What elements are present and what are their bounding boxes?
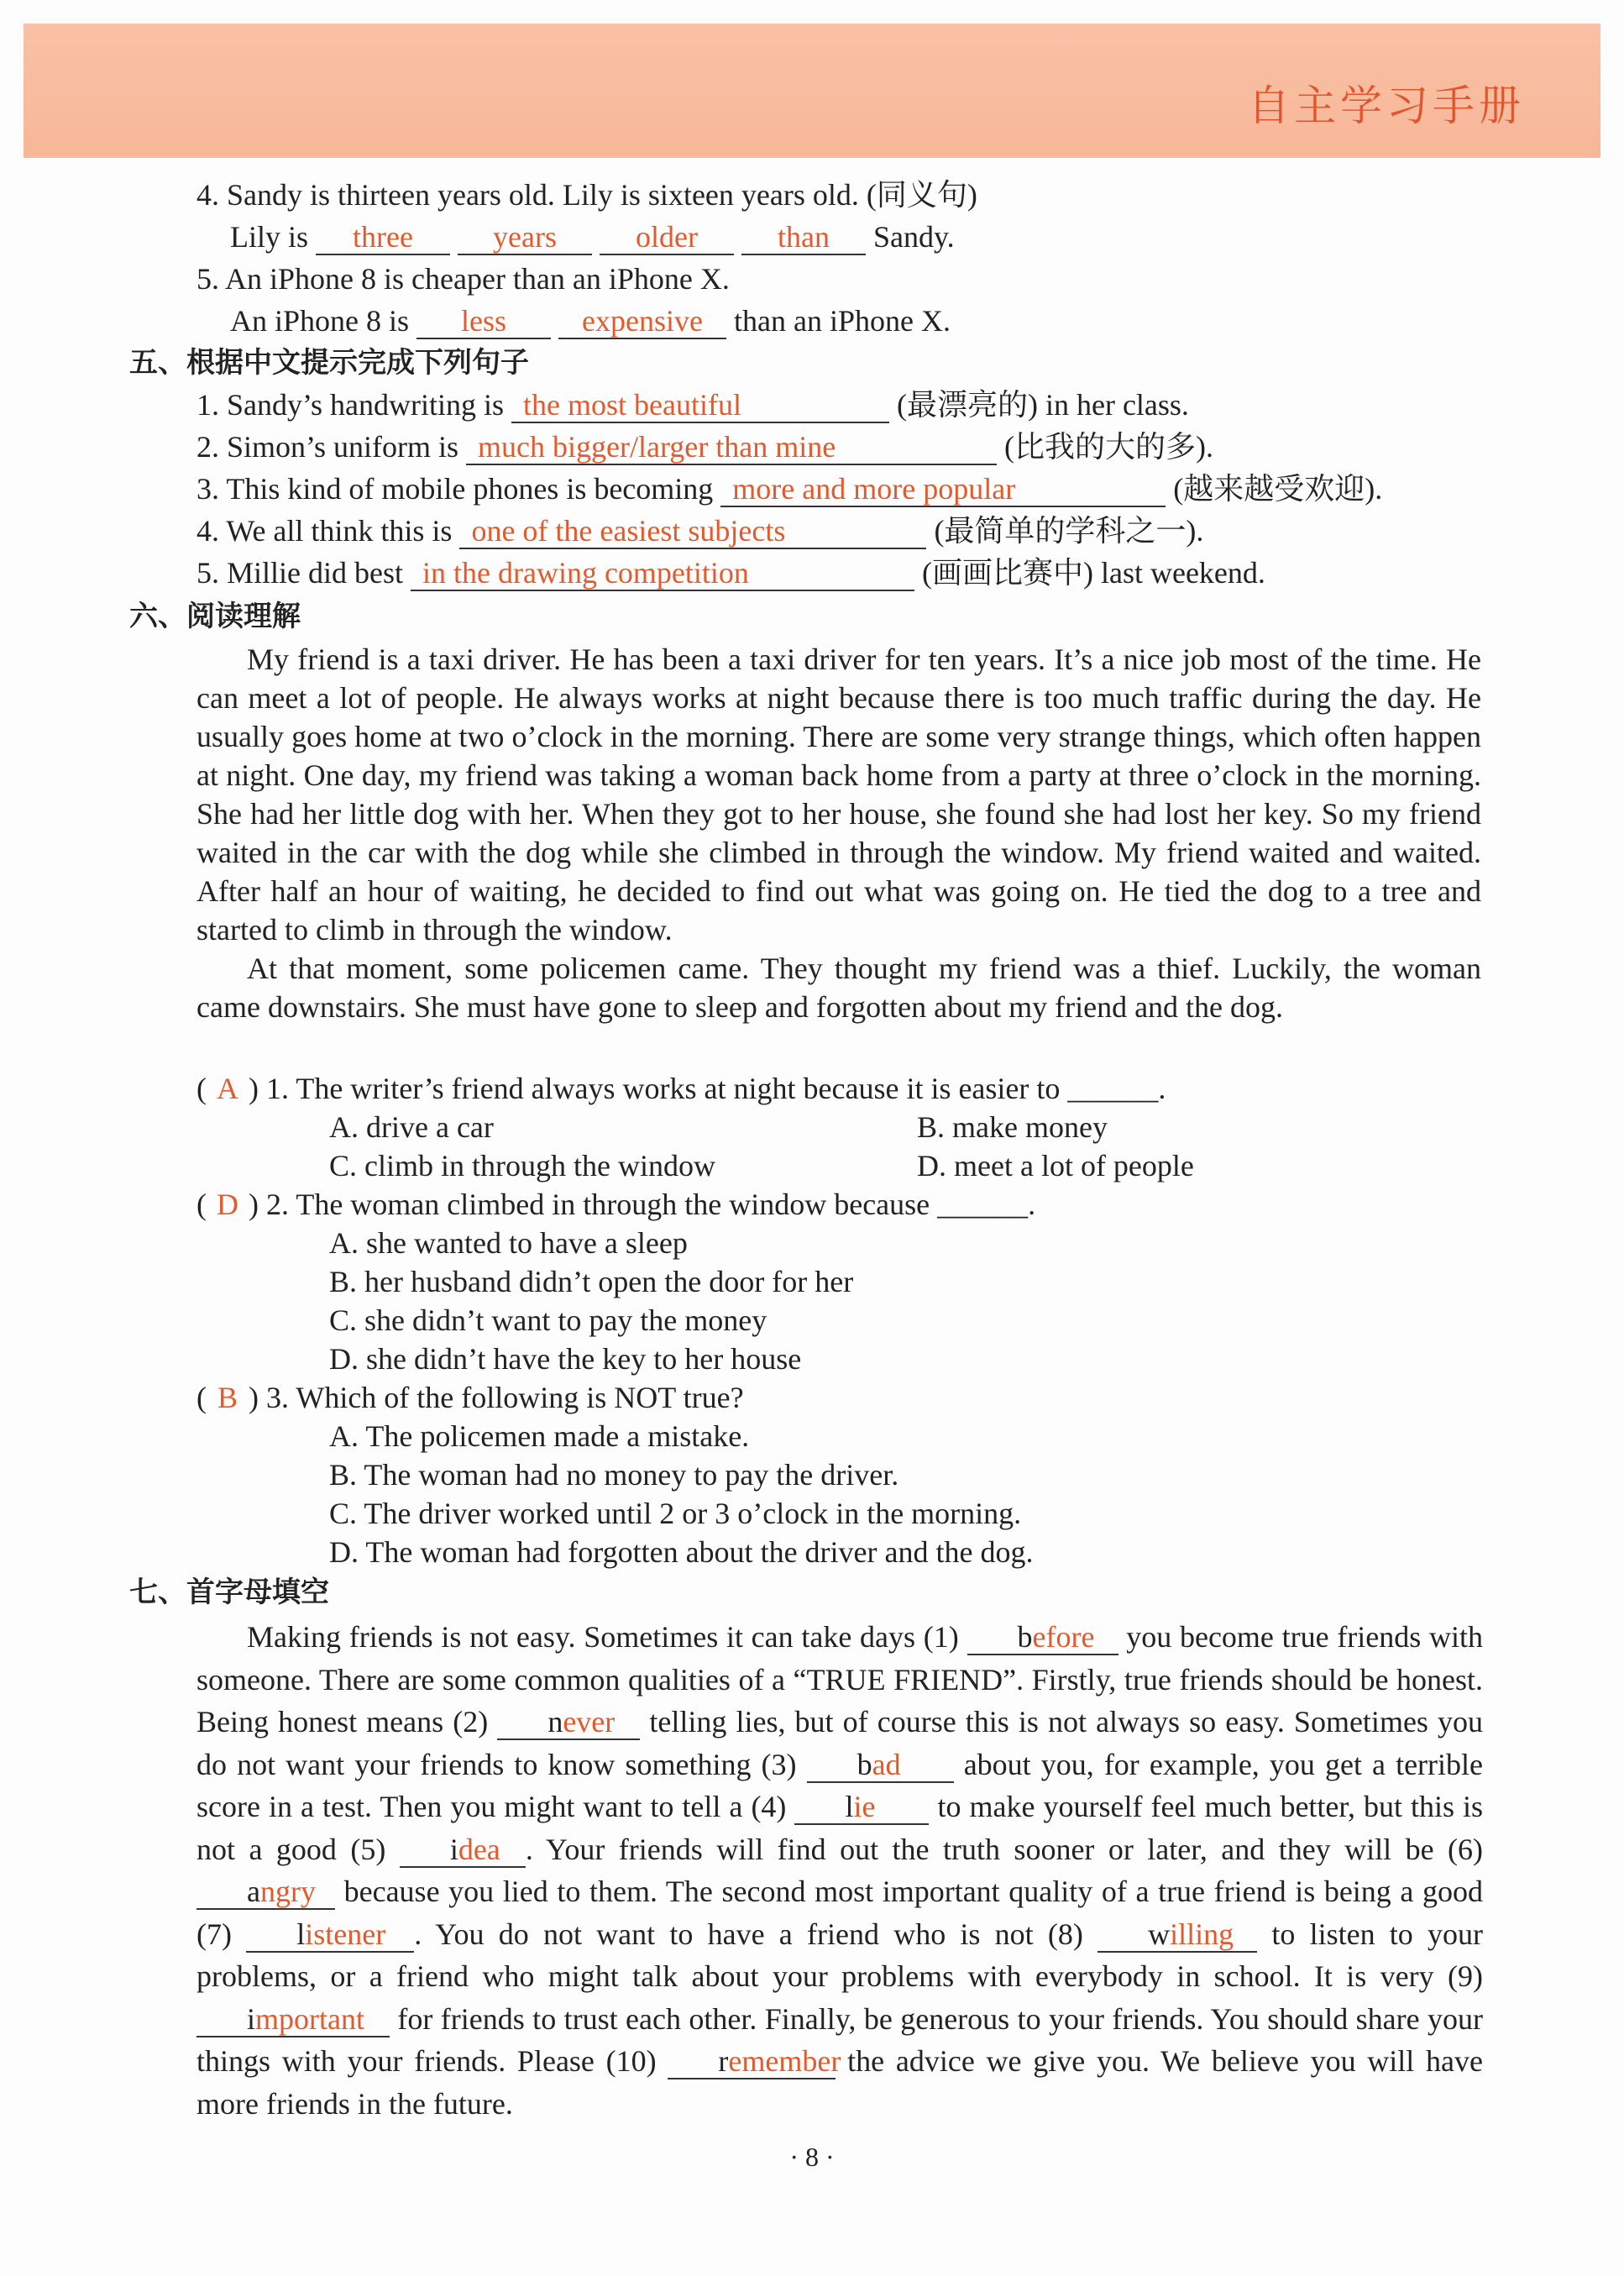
answer-blank: expensive xyxy=(558,304,726,339)
cloze-blank: bad xyxy=(807,1748,954,1783)
mc-question-1: ( A ) 1. The writer’s friend always works at night because it is easier to ______. xyxy=(196,1072,1166,1105)
section7-heading: 七、首字母填空 xyxy=(129,1576,329,1609)
section5-heading: 五、根据中文提示完成下列句子 xyxy=(129,346,529,380)
mc-answer: B xyxy=(217,1381,238,1414)
s5-item-1: 1. Sandy’s handwriting is the most beautiful (最漂亮的) in her class. xyxy=(196,388,1189,422)
answer-blank: the most beautiful xyxy=(511,388,889,423)
mc-option: B. make money xyxy=(917,1110,1108,1144)
s4-q5-sentence: 5. An iPhone 8 is cheaper than an iPhone X. xyxy=(196,262,730,296)
mc-option: C. climb in through the window xyxy=(329,1149,715,1183)
reading-paragraph-2: At that moment, some policemen came. They thought my friend was a thief. Luckily, the woman came downstairs. She must have gone to sleep and forgotten about my friend and the dog. xyxy=(196,952,1481,1024)
answer-blank: more and more popular xyxy=(720,472,1166,507)
s4-q4-rewrite: Lily is three years older than Sandy. xyxy=(230,220,955,254)
mc-option: B. her husband didn’t open the door for her xyxy=(329,1265,854,1298)
mc-option: C. she didn’t want to pay the money xyxy=(329,1303,767,1337)
s4-q5-rewrite: An iPhone 8 is less expensive than an iPhone X. xyxy=(230,304,951,338)
header-title: 自主学习手册 xyxy=(1248,81,1525,130)
page-number: · 8 · xyxy=(789,2142,835,2172)
answer-blank: less xyxy=(416,304,551,339)
cloze-blank: never xyxy=(497,1705,640,1740)
cloze-blank: before xyxy=(967,1620,1118,1655)
mc-option: B. The woman had no money to pay the driver. xyxy=(329,1458,899,1492)
header-banner xyxy=(24,24,1600,158)
mc-option: C. The driver worked until 2 or 3 o’clock in the morning. xyxy=(329,1497,1022,1530)
cloze-blank: remember xyxy=(668,2044,836,2079)
answer-blank: in the drawing competition xyxy=(411,556,914,591)
answer-blank: one of the easiest subjects xyxy=(459,514,926,549)
mc-answer: D xyxy=(217,1188,238,1221)
section6-heading: 六、阅读理解 xyxy=(129,600,301,633)
mc-option: D. she didn’t have the key to her house xyxy=(329,1342,802,1376)
reading-paragraph-1: My friend is a taxi driver. He has been a taxi driver for ten years. It’s a nice job most of the time. He can meet a lot of people. He always works at night because there is too much traffic during the day. He usually goes home at two o’clock in the morning. There are some very strange things, which often happen at night. One day, my friend was taking a woman back home from a party at three o’clock in the morning. She had her little dog with her. When they got to her house, she found she had lost her key. So my friend waited in the car with the dog while she climbed in through the window. My friend waited and waited. After half an hour of waiting, he decided to find out what was going on. He tied the dog to a tree and started to climb in through the window. xyxy=(196,642,1481,947)
s5-item-5: 5. Millie did best in the drawing competition (画画比赛中) last weekend. xyxy=(196,556,1265,590)
mc-answer: A xyxy=(217,1072,238,1105)
mc-question-3: ( B ) 3. Which of the following is NOT true? xyxy=(196,1381,744,1414)
s4-q4-sentence: 4. Sandy is thirteen years old. Lily is sixteen years old. (同义句) xyxy=(196,178,977,212)
cloze-blank: important xyxy=(196,2002,390,2037)
answer-blank: than xyxy=(741,220,866,255)
cloze-blank: angry xyxy=(196,1875,335,1910)
mc-option: D. The woman had forgotten about the driver and the dog. xyxy=(329,1535,1034,1569)
s5-item-4: 4. We all think this is one of the easiest subjects (最简单的学科之一). xyxy=(196,514,1204,548)
mc-option: A. The policemen made a mistake. xyxy=(329,1419,750,1453)
cloze-blank: listener xyxy=(246,1917,414,1953)
cloze-blank: idea xyxy=(400,1833,526,1868)
cloze-blank: willing xyxy=(1098,1917,1257,1953)
answer-blank: older xyxy=(600,220,734,255)
mc-option: A. drive a car xyxy=(329,1110,494,1144)
mc-question-2: ( D ) 2. The woman climbed in through the window because ______. xyxy=(196,1188,1036,1221)
answer-blank: years xyxy=(458,220,592,255)
cloze-passage: Making friends is not easy. Sometimes it can take days (1) before you become true friends with someone. There are some common qualities of a “TRUE FRIEND”. Firstly, true friends should be honest. Being honest means (2) never telling lies, but of course this is not always so easy. Sometimes you do not want your friends to know something (3) bad about you, for example, you get a terrible score in a test. Then you might want to tell a (4) lie to make yourself feel much better, but this is not a good (5) idea . Your friends will find out the truth sooner or later, and they will be (6) angry because you lied to them. The second most important quality of a true friend is being a good (7) listener . You do not want to have a friend who is not (8) willing to listen to your problems, or a friend who might talk about your problems with everybody in school. It is very (9) important for friends to trust each other. Finally, be generous to your friends. You should share your things with your friends. Please (10) remember the advice we give you. We believe you will have more friends in the future. xyxy=(196,1620,1484,2121)
cloze-blank: lie xyxy=(794,1790,929,1825)
answer-blank: three xyxy=(316,220,450,255)
mc-option: D. meet a lot of people xyxy=(917,1149,1194,1183)
mc-option: A. she wanted to have a sleep xyxy=(329,1226,688,1260)
s5-item-2: 2. Simon’s uniform is much bigger/larger than mine (比我的大的多). xyxy=(196,430,1214,464)
s5-item-3: 3. This kind of mobile phones is becoming more and more popular (越来越受欢迎). xyxy=(196,472,1383,506)
answer-blank: much bigger/larger than mine xyxy=(466,430,997,465)
